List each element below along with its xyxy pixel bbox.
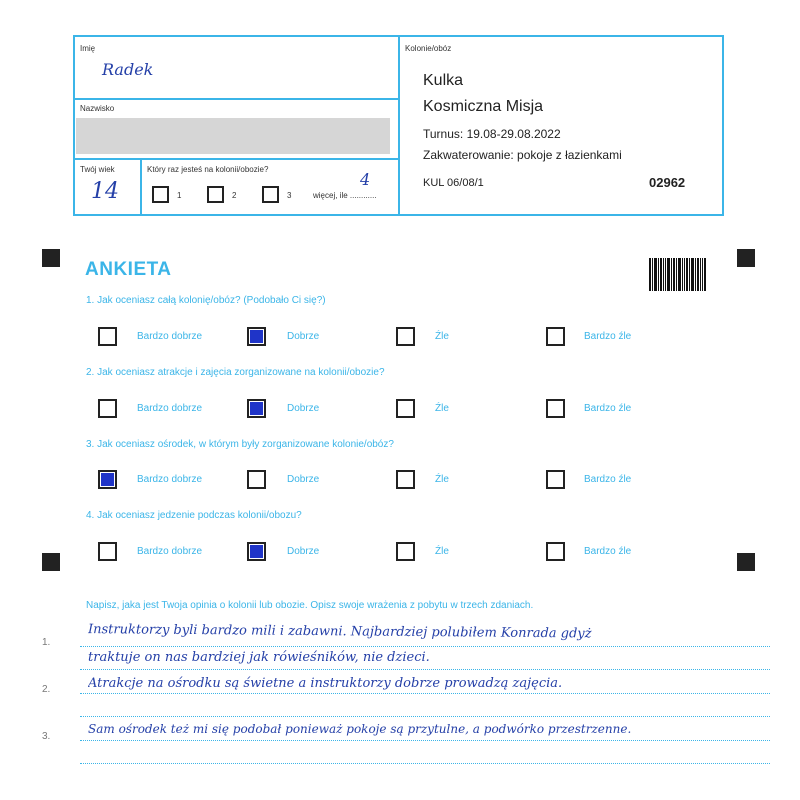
header-divider-surname: [73, 158, 400, 160]
q1-option-zle-checkbox[interactable]: [396, 327, 415, 346]
times-more-label: więcej, ile ............: [313, 191, 377, 200]
opinion-handwriting-line-4: Sam ośrodek też mi się podobał ponieważ pokoje są przytulne, a podwórko przestrzenne.: [88, 722, 632, 736]
q2-option-zle-checkbox[interactable]: [396, 399, 415, 418]
age-label: Twój wiek: [80, 165, 115, 174]
opinion-dotline-2: [80, 669, 770, 670]
q2-option-bardzo-zle-checkbox[interactable]: [546, 399, 565, 418]
q2-option-dobrze-label: Dobrze: [287, 403, 320, 414]
camp-accommodation: Zakwaterowanie: pokoje z łazienkami: [423, 148, 622, 162]
q3-option-bardzo-zle-label: Bardzo źle: [584, 474, 632, 485]
times-option-1-label: 1: [177, 191, 182, 200]
question-4-text: 4. Jak oceniasz jedzenie podczas kolonii/obozu?: [86, 510, 302, 521]
q2-option-zle-label: Źle: [435, 403, 449, 414]
registration-mark-bottom-right: [737, 553, 755, 571]
q4-option-bardzo-zle-checkbox[interactable]: [546, 542, 565, 561]
q2-option-dobrze-checkbox[interactable]: [247, 399, 266, 418]
q1-option-bardzo-zle-checkbox[interactable]: [546, 327, 565, 346]
q1-option-dobrze-checkbox[interactable]: [247, 327, 266, 346]
opinion-handwriting-line-1: Instruktorzy byli bardzo mili i zabawni. Najbardziej polubiłem Konrada gdyż: [87, 622, 592, 642]
registration-mark-top-left: [42, 249, 60, 267]
opinion-dotline-1: [80, 646, 770, 647]
line-number-2: 2.: [42, 684, 51, 695]
q1-option-zle-label: Źle: [435, 331, 449, 342]
times-option-2-label: 2: [232, 191, 237, 200]
name-label: Imię: [80, 44, 96, 53]
opinion-dotline-5: [80, 740, 770, 741]
times-label: Który raz jesteś na kolonii/obozie?: [147, 165, 269, 174]
q2-option-bardzo-zle-label: Bardzo źle: [584, 403, 632, 414]
q3-option-dobrze-checkbox[interactable]: [247, 470, 266, 489]
times-option-3-checkbox[interactable]: [262, 186, 279, 203]
line-number-3: 3.: [42, 731, 51, 742]
surname-label: Nazwisko: [80, 104, 115, 113]
opinion-prompt: Napisz, jaka jest Twoja opinia o kolonii lub obozie. Opisz swoje wrażenia z pobytu w trzech zdaniach.: [86, 600, 534, 611]
q3-option-bardzo-zle-checkbox[interactable]: [546, 470, 565, 489]
registration-mark-top-right: [737, 249, 755, 267]
q1-option-bardzo-zle-label: Bardzo źle: [584, 331, 632, 342]
q2-option-bardzo-dobrze-label: Bardzo dobrze: [137, 403, 203, 414]
header-divider-vertical: [398, 35, 400, 216]
q3-option-dobrze-label: Dobrze: [287, 474, 320, 485]
q4-option-dobrze-checkbox[interactable]: [247, 542, 266, 561]
opinion-dotline-4: [80, 716, 770, 717]
camp-theme: Kosmiczna Misja: [423, 98, 544, 115]
q4-option-zle-label: Źle: [435, 546, 449, 557]
q1-option-bardzo-dobrze-label: Bardzo dobrze: [137, 331, 203, 342]
q4-option-bardzo-dobrze-checkbox[interactable]: [98, 542, 117, 561]
line-number-1: 1.: [42, 637, 51, 648]
q3-option-zle-checkbox[interactable]: [396, 470, 415, 489]
camp-label: Kolonie/obóz: [405, 44, 452, 53]
opinion-handwriting-line-3: Atrakcje na ośrodku są świetne a instruktorzy dobrze prowadzą zajęcia.: [88, 676, 563, 691]
times-option-3-label: 3: [287, 191, 292, 200]
q2-option-bardzo-dobrze-checkbox[interactable]: [98, 399, 117, 418]
q4-option-bardzo-zle-label: Bardzo źle: [584, 546, 632, 557]
question-1-text: 1. Jak oceniasz całą kolonię/obóz? (Podobało Ci się?): [86, 295, 326, 306]
q1-option-bardzo-dobrze-checkbox[interactable]: [98, 327, 117, 346]
registration-mark-bottom-left: [42, 553, 60, 571]
opinion-dotline-6: [80, 763, 770, 764]
camp-number: 02962: [649, 175, 686, 190]
q1-option-dobrze-label: Dobrze: [287, 331, 320, 342]
question-3-text: 3. Jak oceniasz ośrodek, w którym były zorganizowane kolonie/obóz?: [86, 439, 394, 450]
header-divider-name: [73, 98, 400, 100]
q4-option-zle-checkbox[interactable]: [396, 542, 415, 561]
name-value: Radek: [102, 60, 154, 79]
q4-option-bardzo-dobrze-label: Bardzo dobrze: [137, 546, 203, 557]
surname-redacted: [76, 118, 390, 154]
times-option-2-checkbox[interactable]: [207, 186, 224, 203]
q3-option-bardzo-dobrze-label: Bardzo dobrze: [137, 474, 203, 485]
times-option-1-checkbox[interactable]: [152, 186, 169, 203]
camp-name: Kulka: [423, 72, 464, 89]
barcode: [649, 258, 707, 291]
opinion-handwriting-line-2: traktuje on nas bardziej jak rówieśników, nie dzieci.: [88, 650, 430, 665]
question-2-text: 2. Jak oceniasz atrakcje i zajęcia zorganizowane na kolonii/obozie?: [86, 367, 385, 378]
camp-turnus: Turnus: 19.08-29.08.2022: [423, 127, 561, 141]
survey-title: ANKIETA: [85, 259, 172, 280]
opinion-dotline-3: [80, 693, 770, 694]
q4-option-dobrze-label: Dobrze: [287, 546, 320, 557]
header-divider-age: [140, 158, 142, 216]
age-value: 14: [91, 179, 119, 204]
times-more-value: 4: [360, 170, 371, 189]
camp-code: KUL 06/08/1: [423, 177, 484, 189]
q3-option-zle-label: Źle: [435, 474, 449, 485]
q3-option-bardzo-dobrze-checkbox[interactable]: [98, 470, 117, 489]
